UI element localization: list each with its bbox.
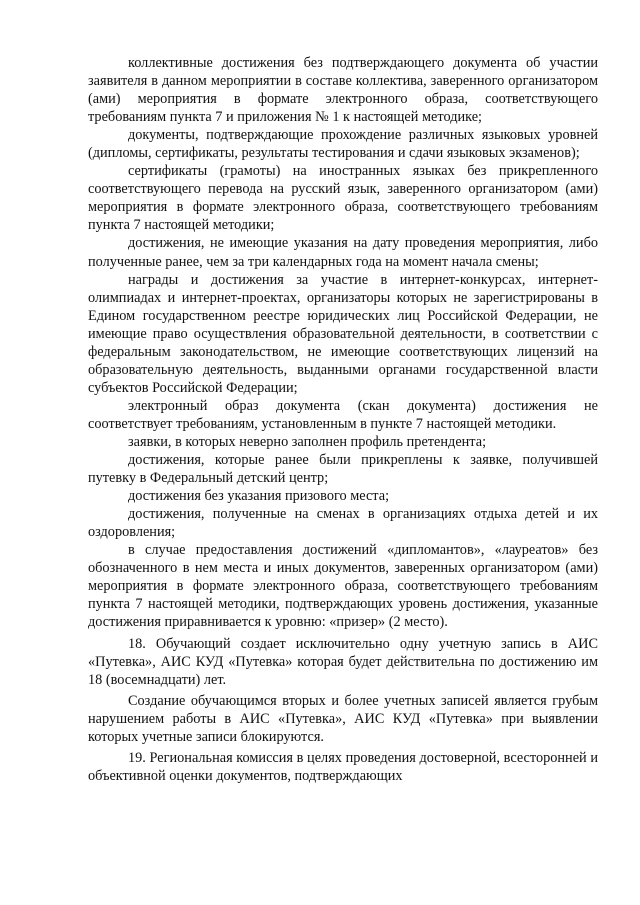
- paragraph-item-18: 18. Обучающий создает исключительно одну учетную запись в АИС «Путевка», АИС КУД «Путевка» которая будет действительна по достижению им 18 (восемнадцати) лет.: [88, 635, 598, 688]
- document-body: [88, 54, 598, 785]
- paragraph-wrong-profile: заявки, в которых неверно заполнен профиль претендента;: [128, 433, 487, 450]
- paragraph-undated-achievements: достижения, не имеющие указания на дату проведения мероприятия, либо полученные ранее, чем за три календарных года на момент начала смены;: [88, 235, 598, 270]
- paragraph-no-prize-place: достижения без указания призового места;: [128, 488, 390, 505]
- paragraph-previously-attached: достижения, которые ранее были прикреплены к заявке, получившей путевку в Федеральный детский центр;: [88, 452, 598, 487]
- paragraph-camp-achievements: достижения, полученные на сменах в организациях отдыха детей и их оздоровления;: [88, 506, 598, 541]
- paragraph-foreign-certificates: сертификаты (грамоты) на иностранных языках без прикрепленного соответствующего перевода на русский язык, заверенного организатором (ами) мероприятия в формате электронного образа, соответствующего требованиям пункта 7 настоящей методики;: [88, 163, 598, 234]
- paragraph-collective-achievements: коллективные достижения без подтверждающего документа об участии заявителя в данном мероприятии в составе коллектива, заверенного организатором (ами) мероприятия в формате электронного образа, соответствующего требованиям пункта 7 и приложения № 1 к настоящей методике;: [88, 55, 598, 126]
- paragraph-language-documents: документы, подтверждающие прохождение различных языковых уровней (дипломы, сертификаты, результаты тестирования и сдачи языковых экзаменов);: [88, 127, 598, 162]
- paragraph-item-19: 19. Региональная комиссия в целях проведения достоверной, всесторонней и объективной оценки документов, подтверждающих: [88, 749, 598, 784]
- paragraph-diploma-laureate: в случае предоставления достижений «дипломантов», «лауреатов» без обозначенного в нем места и иных документов, заверенных организатором (ами) мероприятия в формате электронного образа, соответствующего требованиям пункта 7 настоящей методики, подтверждающих уровень достижения, указанные достижения приравнивается к уровню: «призер» (2 место).: [88, 542, 598, 631]
- paragraph-internet-contests: награды и достижения за участие в интернет-конкурсах, интернет-олимпиадах и интернет-проектах, организаторы которых не зарегистрированы в Едином государственном реестре юридических лиц Российской Федерации, не имеющие право осуществления образовательной деятельности, в соответствии с федеральным законодательством, не имеющие соответствующих лицензий на образовательную деятельность, выданными органами государственной власти субъектов Российской Федерации;: [88, 271, 598, 396]
- paragraph-multiple-accounts: Создание обучающимся вторых и более учетных записей является грубым нарушением работы в АИС «Путевка», АИС КУД «Путевка» при выявлении которых учетные записи блокируются.: [88, 692, 598, 745]
- paragraph-scan-requirements: электронный образ документа (скан документа) достижения не соответствует требованиям, установленным в пункте 7 настоящей методики.: [88, 397, 598, 432]
